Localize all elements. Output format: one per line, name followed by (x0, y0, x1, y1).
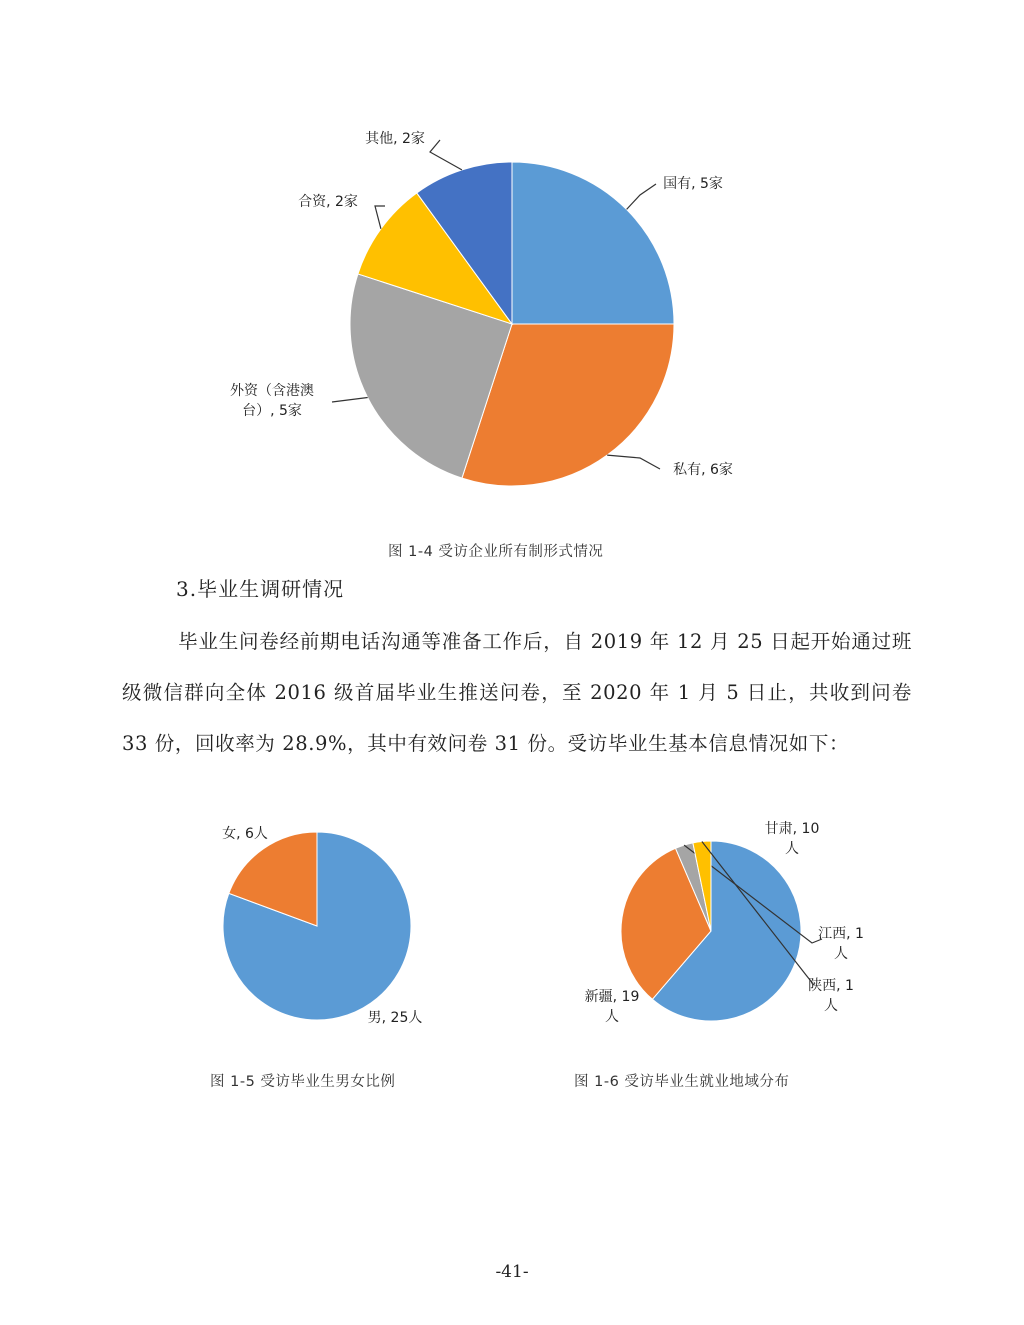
leader-line-0 (627, 184, 656, 209)
slice-label-0: 新疆, 19 人 (584, 989, 640, 1025)
slice-label-3: 陕西, 1 人 (808, 978, 854, 1014)
slice-label-4: 其他, 2家 (365, 131, 425, 147)
slice-label-2: 外资（含港澳台）, 5家 (230, 383, 314, 419)
figure-caption-1-4: 图 1-4 受访企业所有制形式情况 (388, 544, 604, 560)
region-pie-chart (512, 800, 1024, 1050)
slice-label-1: 甘肃, 10 人 (764, 821, 820, 857)
section-heading: 3.毕业生调研情况 (176, 577, 345, 601)
slice-label-1: 私有, 6家 (673, 462, 733, 478)
pie-slice-0 (512, 162, 674, 324)
slice-label-0: 国有, 5家 (663, 176, 723, 192)
leader-line-2 (332, 398, 368, 403)
section-paragraph: 毕业生问卷经前期电话沟通等准备工作后，自 2019 年 12 月 25 日起开始通过班级微信群向全体 2016 级首届毕业生推送问卷，至 2020 年 1 月 5 日止，共收到问卷 33 份，回收率为 28.9%，其中有效问卷 31 份。受访毕业生基本信息情况如下： (122, 630, 912, 755)
page-number: -41- (495, 1262, 529, 1282)
figure-caption-1-5: 图 1-5 受访毕业生男女比例 (210, 1074, 396, 1090)
leader-line-4 (430, 140, 462, 170)
gender-pie-chart (0, 800, 512, 1050)
ownership-pie-chart (0, 0, 1024, 520)
leader-line-1 (607, 455, 660, 469)
slice-label-3: 合资, 2家 (298, 194, 358, 210)
slice-label-0: 男, 25人 (367, 1010, 423, 1026)
slice-label-2: 江西, 1 人 (818, 926, 864, 962)
slice-label-1: 女, 6人 (222, 826, 268, 842)
figure-caption-1-6: 图 1-6 受访毕业生就业地域分布 (574, 1074, 790, 1090)
